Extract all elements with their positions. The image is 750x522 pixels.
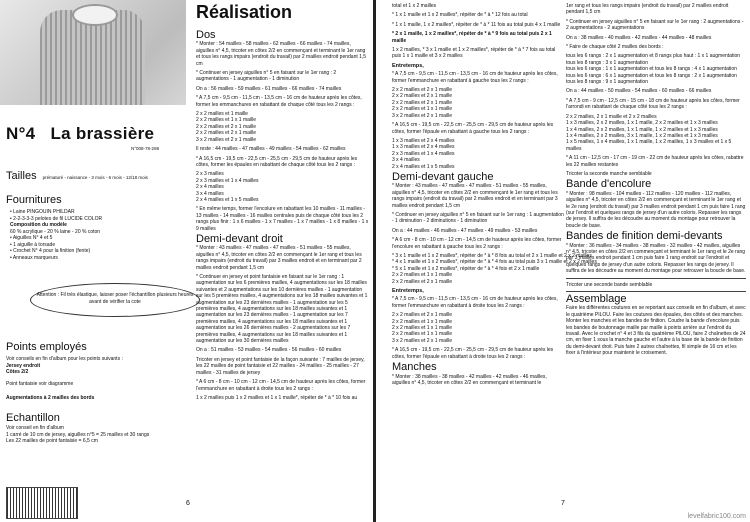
ddd-para: 1 x 2 mailles puis 1 x 2 mailles et 1 x 1 maille*, répéter de * à * 10 fois au xyxy=(196,394,358,401)
model-title xyxy=(6,124,154,144)
entretemps-2-line: 2 x 2 mailles et 1 x 1 maille xyxy=(392,318,453,325)
stitch-line: Point fantaisie voir diagramme xyxy=(6,380,74,387)
r2-para: On a : 38 mailles - 40 mailles - 42 mailles - 44 mailles - 48 mailles xyxy=(566,34,712,41)
entretemps-2-title: Entretemps, xyxy=(392,288,424,295)
r2-line: tous les 6 rangs : 2 x 1 augmentation et 8 rangs plus haut : 1 x 1 augmentation xyxy=(566,53,740,60)
stitches-list xyxy=(6,356,186,402)
stitch-line: Voir conseils en fin d'album pour les points suivants : xyxy=(6,356,123,362)
supplies-title: Fournitures xyxy=(6,194,62,206)
bandes-finition-footer: Tricoter une seconde bande semblable xyxy=(566,281,653,288)
gauge-text xyxy=(6,425,186,445)
entretemps-line: 2 x 2 mailles et 2 x 1 maille xyxy=(392,87,453,94)
bandes-finition-title: Bandes de finition demi-devants xyxy=(566,230,723,243)
gauge-line: Voir conseil en fin d'album xyxy=(6,425,64,431)
epaule-text: * A 16,5 cm - 19,5 cm - 22,5 cm - 25,5 cm - 29,5 cm de hauteur après les côtes, former l'épaule en rabattant à gauche tous les 2 rangs : xyxy=(392,122,554,135)
epaule-line: 2 x 4 mailles et 1 x 5 mailles xyxy=(392,163,455,170)
entretemps-2-line: 2 x 2 mailles et 1 x 1 maille xyxy=(392,331,453,338)
entretemps-2-line: 3 x 2 mailles et 2 x 1 maille xyxy=(392,337,453,344)
dos-line: 2 x 2 mailles et 1 x 1 maille xyxy=(196,117,257,124)
dos-title: Dos xyxy=(196,29,216,41)
dos-line: 2 x 3 mailles et 1 x 4 mailles xyxy=(196,177,259,184)
r2-para: * Faire de chaque côté 2 mailles des bords : xyxy=(566,44,664,51)
ddg-line: * 5 x 1 maille et 1 x 2 mailles*, répéter de * à * 4 fois et 2 x 1 maille xyxy=(392,265,540,272)
r1-para: * 2 x 1 maille, 1 x 2 mailles*, répéter de * à * 9 fois au total puis 2 x 1 maille xyxy=(392,31,552,44)
bande-encolure-text: * Monter : 98 mailles - 104 mailles - 112 mailles - 120 mailles - 112 mailles, aiguilles n° 4,5, tricoter en côtes 2/2 en commençant et terminant le 1er rang et le 2e rang (endroit du travail) par 3 mailles endroit pendant 1 cm puis faire 1 rang (sur l'endroit et quelques rangs de jersey d'un autre coloris. Repasser les rangs de jersey. Il suffira de les découdre au moment du montage pour retrouver la boucle de base. xyxy=(566,190,746,229)
sizes-heading: Tailles xyxy=(6,170,37,182)
r1-para: total et 1 x 2 mailles xyxy=(392,3,437,9)
supply-line: • 1 aiguille à torsade xyxy=(10,241,56,248)
dos-line: 2 x 2 mailles et 2 x 1 maille xyxy=(196,130,257,137)
epaule-line: 1 x 3 mailles et 2 x 4 mailles xyxy=(392,137,455,144)
dos-line: 3 x 4 mailles xyxy=(196,190,224,197)
r2-para: * A 7,5 cm - 9 cm - 12,5 cm - 15 cm - 18 cm de hauteur après les côtes, former l'arrondi en rabattant de chaque côté tous les 2 rangs : xyxy=(566,97,740,111)
page-number-left: 6 xyxy=(186,500,190,507)
supply-line: • Crochet N° 4 pour la finition (fente) xyxy=(10,248,91,254)
page-number-right: 7 xyxy=(561,500,565,507)
ddd-para: * Continuer en jersey et point fantaisie en faisant sur le 1er rang : 1 augmentation sur les 6 premières mailles, 4 augmentations sur les 18 mailles suivantes et 2 augmentations sur les 10 dernières mailles - 1 augmentation sur les 5 premières mailles, 4 augmentations sur les 18 mailles suivantes et 1 augmentation sur les 23 dernières mailles - 1 augmentation sur les 5 premières mailles, 4 augmentations sur les 18 mailles suivantes et 1 augmentation sur les 23 dernières mailles - 1 augmentation sur les 7 premières mailles, 4 augmentations sur les 18 mailles suivantes et 1 augmentation sur les 26 dernières mailles - 2 augmentations sur les 7 premières mailles, 4 augmentations sur les 18 mailles suivantes et 1 augmentation sur les 30 dernières mailles xyxy=(196,274,368,345)
entretemps-title: Entretemps, xyxy=(392,62,424,69)
r2-para: * Continuer en jersey aiguilles n° 5 en faisant sur le 1er rang : 2 augmentations - 2 augmentations - 2 augmentations xyxy=(566,18,744,32)
entretemps-line: 2 x 2 mailles et 2 x 1 maille xyxy=(392,99,453,106)
model-number: N°4 xyxy=(6,124,36,143)
realisation-title: Réalisation xyxy=(196,2,293,22)
sweater-photo xyxy=(0,0,186,105)
dos-line: 2 x 3 mailles xyxy=(196,171,224,178)
ddg-line: * 3 x 1 maille et 1 x 2 mailles*, répéter de * à * 8 fois au total et 2 x 1 maille et 2 x 2 mailles xyxy=(392,253,592,259)
dos-para: * Monter : 54 mailles - 58 mailles - 62 mailles - 66 mailles - 74 mailles, aiguilles n° 4,5, tricoter en côtes 2/2 en commençant et terminant le 1er rang et tous les rangs impairs (endroit du travail) par 2 mailles endroit pendant 1,5 cm xyxy=(196,41,367,67)
dos-column xyxy=(196,28,370,404)
dos-line: 3 x 2 mailles et 2 x 1 maille xyxy=(196,136,257,143)
supply-line: • 2-2-3-3-3 pelotes de fil LUCIDE COLOR xyxy=(10,215,103,222)
manches-title: Manches xyxy=(392,361,437,374)
bandes-finition-text: * Monter : 36 mailles - 34 mailles - 38 mailles - 32 mailles - 42 mailles, aiguilles n° 4,5, tricoter en côtes 2/2 en commençant et terminant le 1er rang et le 2e rang par 3 mailles endroit pendant 1 cm puis faire 1 rang endroit sur l'endroit et quelques rangs de jersey d'un autre coloris. Repasser les rangs de jersey. Il suffira de les découdre au moment du montage pour retrouver la boucle de base. xyxy=(566,242,746,275)
ddg-para: On a : 44 mailles - 46 mailles - 47 mailles - 49 mailles - 53 mailles xyxy=(392,227,538,234)
entretemps-2-text: * A 7,5 cm - 9,5 cm - 11,5 cm - 13,5 cm - 16 cm de hauteur après les côtes, former l'emmanchure en rabattant à droite tous les 2 rangs : xyxy=(392,296,558,309)
sizes-text: prématuré - naissance - 3 mois - 6 mois - 12/18 mois xyxy=(42,175,148,180)
epaule-line: 1 x 3 mailles et 2 x 4 mailles xyxy=(392,144,455,151)
ddg-line: 2 x 2 mailles et 2 x 1 maille xyxy=(392,278,453,285)
supply-line: 60 % acrylique - 20 % laine - 20 % coton xyxy=(10,228,101,235)
r2-para: * A 11 cm - 12,5 cm - 17 cm - 19 cm - 22 cm de hauteur après les côtes, rabattre les 22 mailles restantes xyxy=(566,155,744,168)
gauge-line: Les 22 mailles de point fantaisie = 6,5 cm xyxy=(6,438,98,444)
entretemps-line: 2 x 2 mailles et 2 x 1 maille xyxy=(392,93,453,100)
r2-line: 1 x 5 mailles, 1 x 4 mailles, 1 x 1 maille, 1 x 2 mailles, 1 x 3 mailles et 1 x 5 mailles xyxy=(566,139,732,152)
dos-para: Il reste : 44 mailles - 47 mailles - 49 mailles - 54 mailles - 62 mailles xyxy=(196,146,346,153)
r2-para: Tricoter la seconde manche semblable xyxy=(566,170,652,177)
entretemps-line: 2 x 2 mailles et 1 x 1 maille xyxy=(392,106,453,113)
dos-line: 2 x 4 mailles et 1 x 5 mailles xyxy=(196,196,259,203)
ddd-para: * A 6 cm - 8 cm - 10 cm - 12 cm - 14,5 cm de hauteur après les côtes, former l'emmanchure en rabattant à droite tous les 2 rangs : xyxy=(196,379,366,392)
gauge-title: Echantillon xyxy=(6,412,60,424)
ddg-para: * Continuer en jersey aiguilles n° 5 en faisant sur le 1er rang : 1 augmentation - 1 diminution - 2 diminutions - 1 diminution xyxy=(392,211,564,225)
dos-line: 2 x 2 mailles et 1 maille xyxy=(196,111,248,118)
r2-line: 1 x 4 mailles, 2 x 2 mailles, 3 x 1 maille, 1 x 2 mailles et 1 x 3 mailles xyxy=(566,132,718,139)
dos-line: 2 x 4 mailles xyxy=(196,184,224,191)
model-reference: N°008-78-286 xyxy=(131,146,160,151)
r2-para: 1er rang et tous les rangs impairs (endroit du travail) par 2 mailles endroit pendant 1,5 cm xyxy=(566,3,729,16)
stitches-title: Points employés xyxy=(6,341,87,353)
assemblage-title: Assemblage xyxy=(566,293,627,306)
right-column-2 xyxy=(566,3,746,360)
ddd-para: On a : 51 mailles - 53 mailles - 54 mailles - 56 mailles - 60 mailles xyxy=(196,347,342,354)
entretemps-2-epaule: * A 16,5 cm - 19,5 cm - 22,5 cm - 25,5 cm - 29,5 cm de hauteur après les côtes, former l'épaule en rabattant à droite tous les 2 rangs : xyxy=(392,347,554,360)
ddg-line: * 4 x 1 maille et 1 x 2 mailles*, répéter de * à * 4 fois au total puis 3 x 1 maille et 2 x 2 mailles xyxy=(392,259,597,266)
stitch-line: Augmentations à 2 mailles des bords xyxy=(6,395,95,401)
supply-line: • Aiguilles N° 4 et 5 xyxy=(10,235,53,241)
supply-line: • Laine PINGOUIN PHILDAR xyxy=(10,209,75,215)
r2-line: 1 x 4 mailles, 2 x 2 mailles, 1 x 1 maille, 1 x 2 mailles et 1 x 3 mailles xyxy=(566,126,718,133)
entretemps-2-line: 2 x 2 mailles et 2 x 1 maille xyxy=(392,312,453,319)
r2-line: 1 x 3 mailles, 2 x 2 mailles, 1 x 1 maille, 2 x 2 mailles et 1 x 3 mailles xyxy=(566,120,718,127)
attention-note: Attention : Fil très élastique, laisser poser l'échantillon plusieurs heures avant de vérifier la cote xyxy=(30,283,200,317)
r1-para: * 1 x 1 maille, 1 x 2 mailles*, répéter de * à * 11 fois au total puis 4 x 1 maille xyxy=(392,21,561,28)
ddd-para: Tricoter en jersey et point fantaisie de la façon suivante : 7 mailles de jersey, les 22 mailles de point fantaisie et 22 mailles - 24 mailles - 25 mailles - 27 mailles - 31 mailles de jersey xyxy=(196,356,365,376)
ddd-para: * Monter : 43 mailles - 47 mailles - 47 mailles - 51 mailles - 55 mailles, aiguilles n° 4,5, tricoter en côtes 2/2 en commençant le 1er rang et tous les rangs impairs (endroit du travail) par 3 mailles endroit et en terminant par 2 mailles endroit pendant 1,5 cm xyxy=(196,245,362,271)
ddg-line: 2 x 2 mailles et 1 x 1 maille xyxy=(392,272,453,279)
stitch-line: Jersey endroit xyxy=(6,362,41,369)
epaule-line: 3 x 4 mailles xyxy=(392,157,420,164)
dos-para: * A 7,5 cm - 9,5 cm - 11,5 cm - 13,5 cm - 16 cm de hauteur après les côtes, former les emmanchures en rabattant de chaque côté tous les 2 rangs : xyxy=(196,95,362,108)
barcode-graphic xyxy=(6,487,78,519)
entretemps-2-line: 2 x 2 mailles et 1 x 1 maille xyxy=(392,325,453,332)
stitch-line: Côtes 2/2 xyxy=(6,369,29,375)
supply-line: Composition du modèle xyxy=(10,222,67,228)
dos-para: * A 16,5 cm - 19,5 cm - 22,5 cm - 25,5 cm - 29,5 cm de hauteur après les côtes, former les épaules en rabattant de chaque côté tous les 2 rangs : xyxy=(196,155,358,168)
gauge-line: 1 carré de 10 cm de jersey, aiguilles n°5 = 25 mailles et 30 rangs xyxy=(6,431,150,438)
ddg-para: * Monter : 43 mailles - 47 mailles - 47 mailles - 51 mailles - 55 mailles, aiguilles n° 4,5, tricoter en côtes 2/2 en commençant le 1er rang et tous les rangs impairs (endroit du travail) par 2 mailles endroit et en terminant par 3 mailles endroit pendant 1,5 cm xyxy=(392,183,558,209)
manches-text: * Monter : 38 mailles - 38 mailles - 42 mailles - 42 mailles - 46 mailles, aiguilles n° 4,5, tricoter en côtes 2/2 en commençant et terminant le xyxy=(392,373,547,386)
ddg-para: * A 6 cm - 8 cm - 10 cm - 12 cm - 14,5 cm de hauteur après les côtes, former l'encolure en rabattant à gauche tous les 2 rangs : xyxy=(392,237,562,250)
page-fold xyxy=(373,0,376,522)
entretemps-line: 3 x 2 mailles et 2 x 1 maille xyxy=(392,112,453,119)
r1-para: 1 x 2 mailles, * 3 x 1 maille et 1 x 2 mailles*, répéter de * à * 7 fois au total puis 1 x 1 maille et 3 x 2 mailles xyxy=(392,47,556,60)
demi-devant-gauche-title: Demi-devant gauche xyxy=(392,170,494,183)
r2-line: tous les 8 rangs : 3 x 1 augmentation xyxy=(566,59,648,66)
dos-para: * En même temps, former l'encolure en rabattant les 10 mailles - 11 mailles - 13 mailles - 14 mailles - 16 mailles centrales puis de chaque côté tous les 2 rangs plus finir : 1 x 6 mailles - 1 x 7 mailles - 1 x 7 mailles - 1 x 8 mailles - 1 x 9 mailles xyxy=(196,206,369,232)
r2-line: tous les 8 rangs : 9 x 1 augmentation xyxy=(566,79,648,86)
sizes-title xyxy=(6,170,148,182)
r2-line: tous les 6 rangs : 6 x 1 augmentation et tous les 8 rangs : 2 x 1 augmentation xyxy=(566,72,737,79)
r2-line: 2 x 2 mailles, 2 x 1 maille et 2 x 2 mailles xyxy=(566,113,657,120)
dos-line: 2 x 2 mailles et 2 x 1 maille xyxy=(196,123,257,130)
dos-para: * Continuer en jersey aiguilles n° 5 en faisant sur le 1er rang : 2 augmentations - 1 augmentation - 1 diminution xyxy=(196,70,337,83)
demi-devant-droit-title: Demi-devant droit xyxy=(196,232,283,245)
r2-para: On a : 44 mailles - 50 mailles - 54 mailles - 60 mailles - 66 mailles xyxy=(566,88,712,95)
model-name: La brassière xyxy=(50,124,155,143)
epaule-line: 2 x 3 mailles et 1 x 4 mailles xyxy=(392,150,455,157)
r1-para: * 1 x 1 maille et 1 x 2 mailles*, répéter de * à * 12 fois au total xyxy=(392,12,528,19)
r2-line: tous les 6 rangs : 1 x 1 augmentation et tous les 8 rangs : 4 x 1 augmentation xyxy=(566,66,737,73)
separator xyxy=(566,291,746,292)
collar-shape xyxy=(72,4,118,26)
bande-encolure-title: Bande d'encolure xyxy=(566,178,652,191)
watermark: levelfabric100.com xyxy=(687,513,746,520)
assemblage-text: Faire les différentes coutures en se reportant aux conseils en fin d'album, et avec le quatrième PILOU. Faire les coutures des épaules, des côtés et des manches. Monter les manches et les bandes de finition. Coudre la bande d'encolure puis les bandes de boutonnage maille par maille à points arrière sur l'endroit du travail. Avec le crochet n° 4 et 3 fils du quatrième PILOU, faire 2 chaînettes de 24 cm, en fixer 1 sous la manche gauche et l'autre à la base de la bande de finition du demi-devant droit. Puis faire 2 autres chaînettes, fil simple de 16 cm et les fixer à l'intérieur pour maintenir le croisement. xyxy=(566,305,746,357)
entretemps-text: * A 7,5 cm - 9,5 cm - 11,5 cm - 13,5 cm - 16 cm de hauteur après les côtes, former l'emmanchure en rabattant à gauche tous les 2 rangs : xyxy=(392,71,558,84)
dos-para: On a : 56 mailles - 59 mailles - 61 mailles - 66 mailles - 74 mailles xyxy=(196,85,342,92)
supply-line: • Anneaux marqueurs xyxy=(10,254,58,261)
supplies-list xyxy=(6,209,186,261)
separator xyxy=(566,278,746,279)
